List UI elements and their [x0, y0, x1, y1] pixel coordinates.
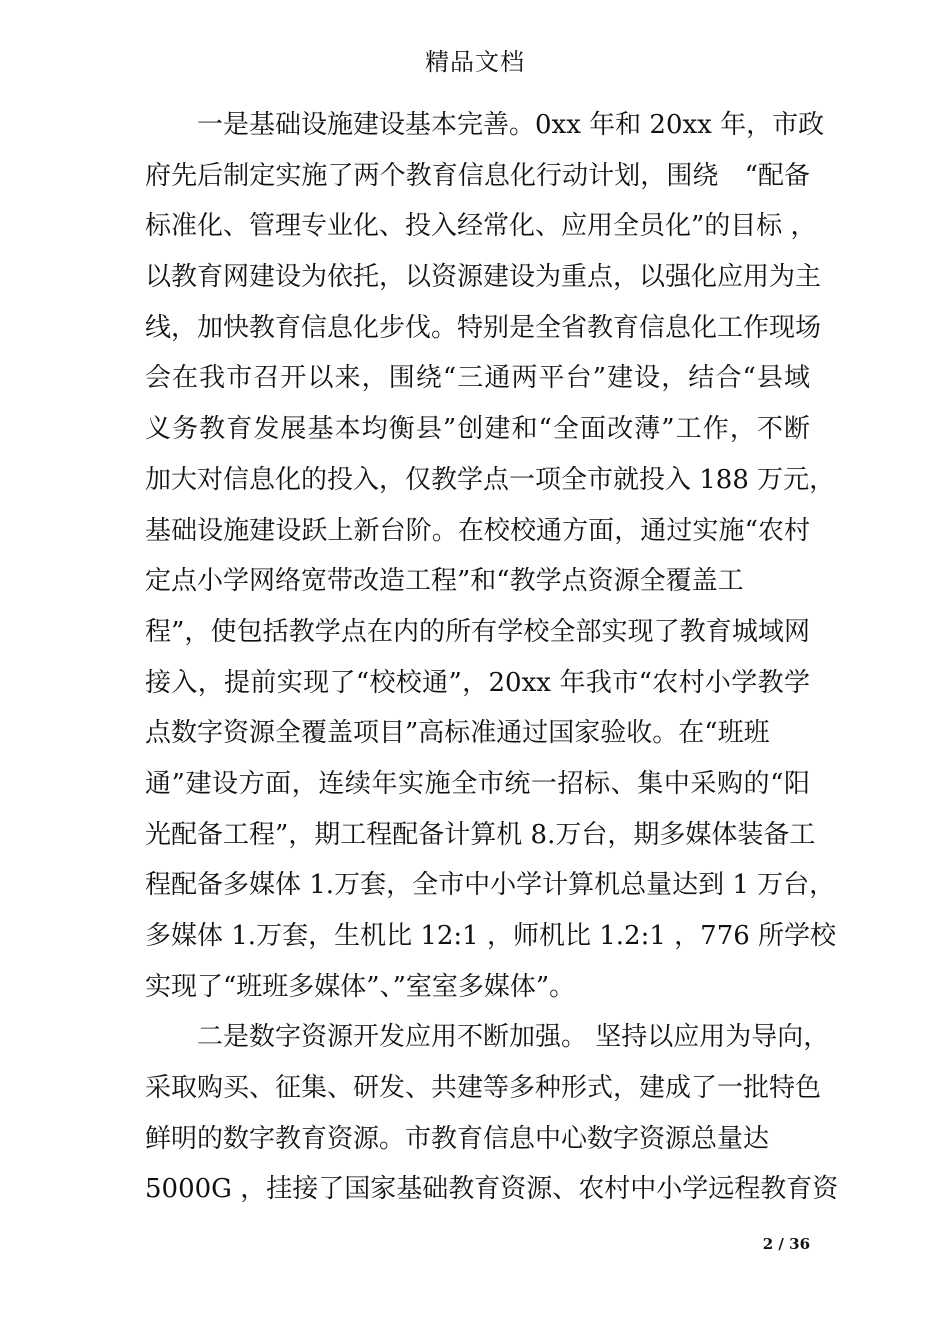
- document-body: [145, 100, 839, 1215]
- page-number: 2 / 36: [762, 1235, 810, 1253]
- text-line: 接入，提前实现了“校校通”，20xx 年我市“农村小学教学: [145, 667, 810, 698]
- text-line: 府先后制定实施了两个教育信息化行动计划，围绕 “配备: [145, 160, 810, 191]
- text-line: 多媒体 1.万套，生机比 12:1 ，师机比 1.2:1 ，776 所学校: [145, 921, 837, 951]
- text-line: 加大对信息化的投入，仅教学点一项全市就投入 188 万元，: [145, 464, 836, 495]
- text-line: 通”建设方面，连续年实施全市统一招标、集中采购的“阳: [145, 768, 810, 799]
- text-line: 鲜明的数字教育资源。市教育信息中心数字资源总量达: [145, 1123, 770, 1154]
- text-line: 5000G ，挂接了国家基础教育资源、农村中小学远程教育资: [145, 1174, 839, 1205]
- page-header: 精品文档: [425, 48, 525, 76]
- text-line: 以教育网建设为依托，以资源建设为重点，以强化应用为主: [145, 262, 822, 293]
- text-line: 义务教育发展基本均衡县”创建和“全面改薄”工作，不断: [145, 414, 810, 445]
- text-line: 程”，使包括教学点在内的所有学校全部实现了教育城域网: [145, 616, 810, 647]
- text-line: 点数字资源全覆盖项目”高标准通过国家验收。在“班班: [145, 718, 770, 749]
- text-line: 线，加快教育信息化步伐。特别是全省教育信息化工作现场: [145, 312, 822, 343]
- text-line: 标准化、管理专业化、投入经常化、应用全员化”的目标 ，: [145, 211, 817, 242]
- text-line: 定点小学网络宽带改造工程”和“教学点资源全覆盖工: [145, 566, 744, 597]
- text-line: 程配备多媒体 1.万套，全市中小学计算机总量达到 1 万台，: [145, 870, 836, 901]
- text-line: 实现了“班班多媒体”、”室室多媒体”。: [145, 971, 576, 1002]
- text-line: 二是数字资源开发应用不断加强。 坚持以应用为导向，: [197, 1022, 830, 1053]
- text-line: 会在我市召开以来，围绕“三通两平台”建设，结合“县域: [145, 363, 810, 394]
- text-line: 一是基础设施建设基本完善。0xx 年和 20xx 年，市政: [197, 110, 825, 140]
- text-line: 基础设施建设跃上新台阶。在校校通方面，通过实施“农村: [145, 515, 810, 546]
- text-line: 光配备工程”，期工程配备计算机 8.万台，期多媒体装备工: [145, 819, 816, 850]
- text-line: 采取购买、征集、研发、共建等多种形式，建成了一批特色: [145, 1073, 822, 1104]
